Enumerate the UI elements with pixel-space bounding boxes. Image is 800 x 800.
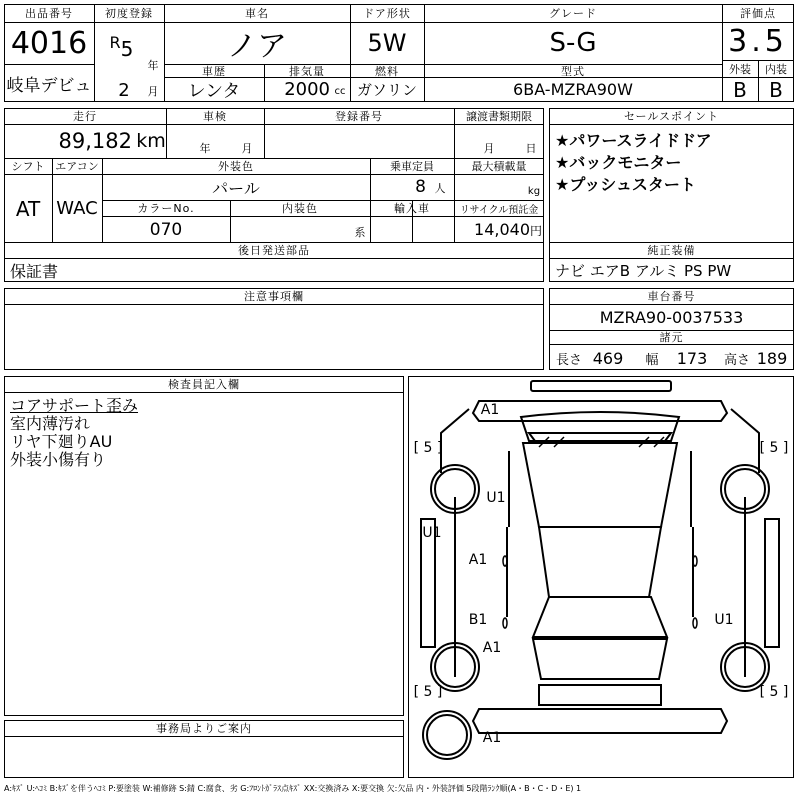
lot-number-label: 出品番号 bbox=[25, 7, 73, 20]
later-parts-value: 保証書 bbox=[10, 261, 59, 281]
score: 3.5 bbox=[728, 23, 788, 59]
model-label: 型式 bbox=[561, 64, 585, 78]
length-value: 469 bbox=[592, 348, 624, 368]
reg-year: 5 bbox=[120, 37, 134, 61]
shift-label: シフト bbox=[11, 160, 45, 173]
max-load-label: 最大積載量 bbox=[471, 160, 527, 173]
later-parts-label: 後日発送部品 bbox=[238, 244, 310, 257]
transfer-month-unit: 月 bbox=[483, 142, 495, 155]
genuine-equipment-label: 純正装備 bbox=[647, 244, 696, 257]
shaken-month-unit: 月 bbox=[241, 142, 253, 155]
car-name-label: 車名 bbox=[245, 7, 269, 20]
panel-bracket: [ 5 ] bbox=[759, 684, 789, 700]
first-reg-label: 初度登録 bbox=[105, 7, 153, 20]
inspector-note: 室内薄汚れ bbox=[10, 414, 91, 433]
mileage: 89,182 bbox=[58, 129, 132, 153]
capacity-value: 8 bbox=[415, 177, 426, 197]
damage-mark: A1 bbox=[468, 552, 488, 568]
color-no-label: カラーNo. bbox=[137, 202, 195, 215]
km-unit: km bbox=[136, 130, 166, 152]
legend: A:ｷｽﾞ U:ﾍｺﾐ B:ｷｽﾞを伴うﾍｺﾐ P:要塗装 W:補修跡 S:錆 C:腐食、劣 G:ﾌﾛﾝﾄｶﾞﾗｽ点ｷｽﾞ XX:交換済み X:要交換 欠:欠品 内・外装評価 5段階ﾗﾝｸ順(A・B・C・D・E) 1 bbox=[4, 783, 582, 793]
panel-bracket: [ 5 ] bbox=[413, 440, 443, 456]
lot-number: 4016 bbox=[10, 25, 88, 61]
ext-color-label: 外装色 bbox=[218, 160, 254, 173]
displacement: 2000 bbox=[284, 79, 330, 100]
sales-point-item: ★バックモニター bbox=[555, 152, 682, 172]
car-outline-diagram bbox=[409, 377, 792, 776]
yen-unit: 円 bbox=[529, 223, 542, 238]
score-label: 評価点 bbox=[740, 7, 776, 20]
model-code: 6BA-MZRA90W bbox=[513, 80, 633, 99]
aircon-value: WAC bbox=[56, 198, 98, 219]
sales-point-label: セールスポイント bbox=[623, 110, 719, 123]
damage-diagram bbox=[408, 376, 794, 778]
inspector-label: 検査員記入欄 bbox=[168, 378, 240, 391]
recycle-label: リサイクル預託金 bbox=[459, 204, 539, 216]
capacity-label: 乗車定員 bbox=[390, 160, 434, 173]
recycle-fee: 14,040 bbox=[474, 220, 530, 239]
transfer-day-unit: 日 bbox=[525, 142, 537, 155]
damage-mark: A1 bbox=[482, 640, 502, 656]
damage-mark: B1 bbox=[468, 612, 488, 628]
venue: 岐阜デビュ bbox=[6, 75, 92, 96]
damage-mark: U1 bbox=[422, 525, 442, 541]
int-grade-label: 内装 bbox=[765, 62, 787, 76]
transfer-deadline-label: 譲渡書類期限 bbox=[466, 110, 532, 123]
width-label: 幅 bbox=[645, 352, 659, 368]
damage-mark: A1 bbox=[480, 402, 500, 418]
displacement-label: 排気量 bbox=[289, 64, 325, 78]
fuel-label: 燃料 bbox=[375, 64, 399, 78]
specs-label: 諸元 bbox=[659, 331, 684, 344]
notes-label: 注意事項欄 bbox=[244, 290, 304, 303]
grade-label: グレード bbox=[549, 7, 597, 20]
height-label: 高さ bbox=[723, 352, 750, 368]
ext-color-value: パール bbox=[212, 178, 260, 198]
height-value: 189 bbox=[756, 348, 788, 368]
width-value: 173 bbox=[676, 348, 708, 368]
genuine-equipment-value: ナビ エアB アルミ PS PW bbox=[555, 261, 732, 280]
damage-mark: A1 bbox=[482, 730, 502, 746]
shaken-year-unit: 年 bbox=[199, 142, 211, 155]
panel-bracket: [ 5 ] bbox=[413, 684, 443, 700]
color-number: 070 bbox=[149, 219, 183, 240]
kei-unit: 系 bbox=[354, 226, 366, 239]
aircon-label: エアコン bbox=[55, 160, 99, 173]
reg-number-label: 登録番号 bbox=[335, 110, 383, 123]
int-grade: B bbox=[769, 77, 783, 102]
inspector-note: 外装小傷有り bbox=[10, 450, 107, 469]
person-unit: 人 bbox=[434, 182, 446, 195]
car-history: レンタ bbox=[187, 80, 241, 102]
era-prefix: R bbox=[109, 32, 121, 52]
inspector-note: コアサポート歪み bbox=[10, 396, 139, 415]
inspector-note: リヤ下廻りAU bbox=[10, 432, 113, 451]
sales-point-item: ★プッシュスタート bbox=[555, 174, 696, 194]
int-color-label: 内装色 bbox=[282, 202, 318, 215]
length-label: 長さ bbox=[555, 352, 582, 368]
chassis-no-label: 車台番号 bbox=[647, 290, 696, 303]
kg-unit: kg bbox=[527, 185, 541, 197]
door-label: ドア形状 bbox=[363, 7, 411, 20]
damage-mark: U1 bbox=[714, 612, 734, 628]
history-label: 車歴 bbox=[202, 64, 226, 78]
damage-mark: U1 bbox=[486, 490, 506, 506]
year-suffix: 年 bbox=[147, 59, 159, 72]
grade: S-G bbox=[549, 28, 597, 58]
panel-bracket: [ 5 ] bbox=[759, 440, 789, 456]
ext-grade-label: 外装 bbox=[729, 62, 751, 76]
month-suffix: 月 bbox=[147, 85, 159, 98]
fuel-type: ガソリン bbox=[356, 81, 417, 99]
shaken-label: 車検 bbox=[203, 110, 227, 123]
chassis-number: MZRA90-0037533 bbox=[599, 307, 744, 327]
cc-unit: cc bbox=[334, 85, 346, 97]
car-name: ノア bbox=[227, 29, 287, 64]
sales-point-item: ★パワースライドドア bbox=[555, 130, 712, 150]
shift-value: AT bbox=[15, 196, 41, 221]
office-label: 事務局よりご案内 bbox=[156, 722, 252, 735]
door-type: 5W bbox=[367, 29, 407, 57]
ext-grade: B bbox=[733, 77, 747, 102]
mileage-label: 走行 bbox=[73, 110, 97, 123]
import-label: 輸入車 bbox=[394, 202, 430, 215]
reg-month: 2 bbox=[118, 79, 130, 101]
